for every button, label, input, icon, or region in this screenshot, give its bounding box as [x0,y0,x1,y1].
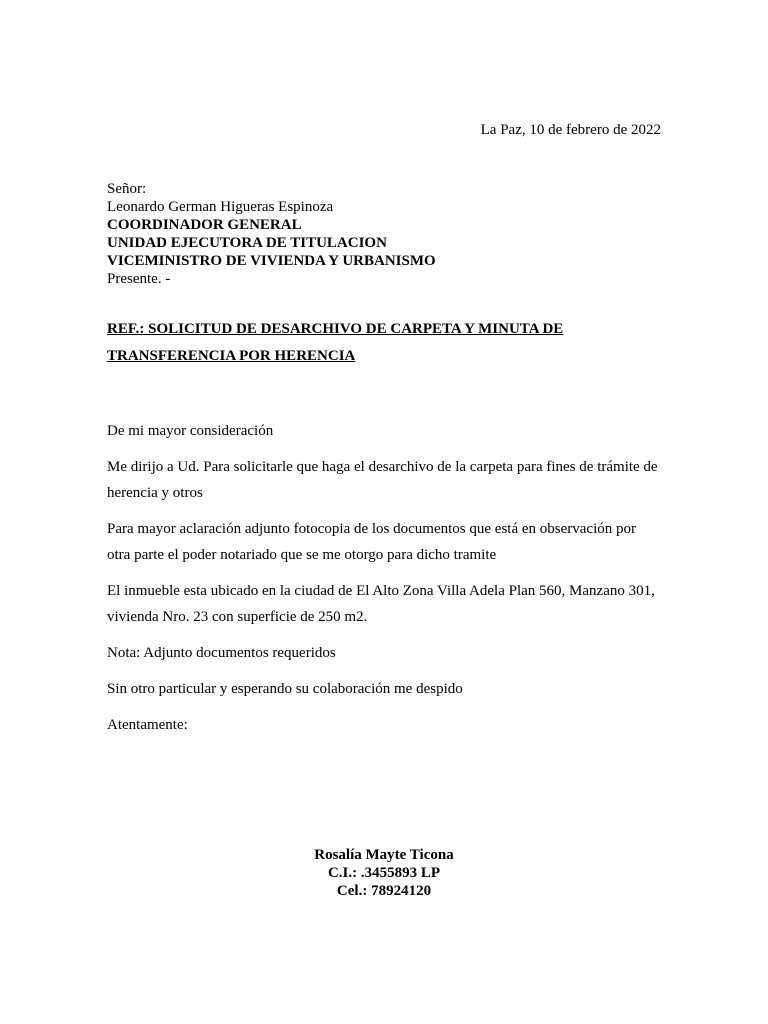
signer-cel: Cel.: 78924120 [336,883,432,899]
reference-heading [107,316,563,370]
paragraph-1-line-2: herencia y otros [107,485,203,501]
recipient-title-2: UNIDAD EJECUTORA DE TITULACION [107,235,387,251]
presente-label: Presente. - [107,271,171,287]
signature-block [0,846,768,900]
paragraph-1 [107,454,667,506]
closing-line: Sin otro particular y esperando su colaboración me despido [107,681,463,697]
reference-line-2: TRANSFERENCIA POR HERENCIA [107,348,356,364]
paragraph-1-line-1: Me dirijo a Ud. Para solicitarle que haga el desarchivo de la carpeta para fines de trámite de [107,459,658,475]
regards-line: Atentamente: [107,717,188,733]
paragraph-3-line-2: vivienda Nro. 23 con superficie de 250 m2. [107,609,368,625]
paragraph-2-line-1: Para mayor aclaración adjunto fotocopia de los documentos que está en observación por [107,521,636,537]
recipient-title-3: VICEMINISTRO DE VIVIENDA Y URBANISMO [107,253,436,269]
paragraph-2-line-2: otra parte el poder notariado que se me otorgo para dicho tramite [107,547,497,563]
recipient-block [107,180,436,288]
letter-body [107,418,667,748]
paragraph-2 [107,516,667,568]
recipient-title-1: COORDINADOR GENERAL [107,217,302,233]
greeting: De mi mayor consideración [107,423,274,439]
paragraph-3 [107,578,667,630]
reference-line-1: REF.: SOLICITUD DE DESARCHIVO DE CARPETA Y MINUTA DE [107,321,564,337]
letter-date: La Paz, 10 de febrero de 2022 [480,122,661,138]
recipient-name: Leonardo German Higueras Espinoza [107,199,334,215]
paragraph-3-line-1: El inmueble esta ubicado en la ciudad de El Alto Zona Villa Adela Plan 560, Manzano 301, [107,583,655,599]
note-line: Nota: Adjunto documentos requeridos [107,645,336,661]
salutation: Señor: [107,181,147,197]
signer-name: Rosalía Mayte Ticona [314,847,454,863]
signer-ci: C.I.: .3455893 LP [327,865,441,881]
